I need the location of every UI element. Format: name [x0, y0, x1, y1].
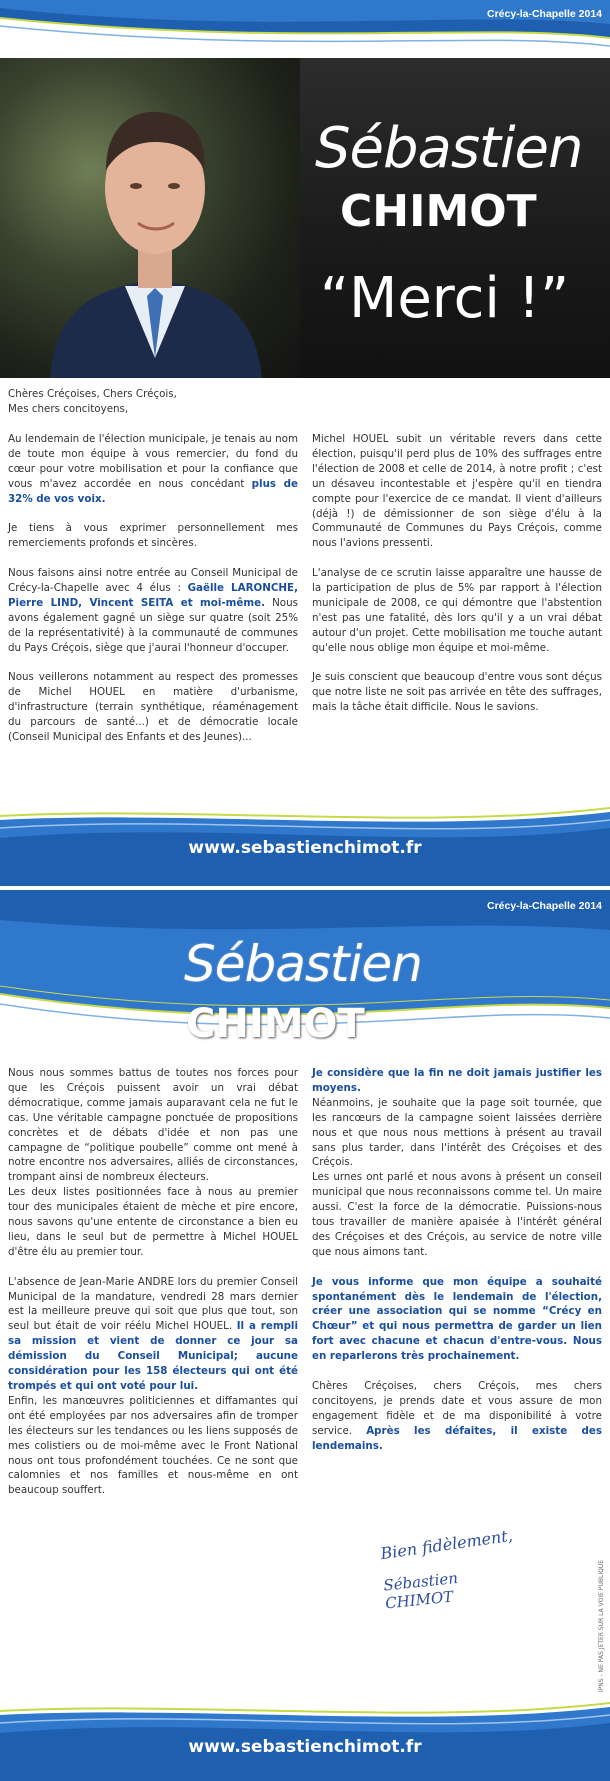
page1-right-column — [312, 432, 602, 730]
greeting-block — [8, 387, 298, 417]
highlight-text: plus de 32% de vos voix. — [8, 477, 298, 505]
hero-photo-area — [0, 58, 610, 378]
candidate-first-name: Sébastien — [315, 116, 583, 181]
highlight-text: Je considère que la fin ne doit jamais justifier les moyens. — [312, 1067, 602, 1094]
place-year-label: Crécy-la-Chapelle 2014 — [487, 8, 602, 20]
paragraph: Néanmoins, je souhaite que la page soit tournée, que les rancœurs de la campagne soient laissées derrière nous et que nous nous mettions à présent au travail sans plus tarder, dans l'intérêt des Créçoises et des Créçois. — [312, 1096, 602, 1169]
paragraph: Enfin, les manœuvres politiciennes et diffamantes qui ont été employées par nos adversaires afin de tromper les électeurs sur les tendances ou les liens supposés de mes colistiers ou de moi-même avec le Front National nous ont tous profondément touchées. Ce ne sont que calomnies et nos familles et nous-même en ont beaucoup souffert. — [8, 1394, 298, 1497]
place-year-label: Crécy-la-Chapelle 2014 — [487, 900, 602, 912]
paragraph: Michel HOUEL subit un véritable revers dans cette élection, puisqu'il perd plus de 10% des suffrages entre l'élection de 2008 et celle de 2014, à notre profit ; c'est un désaveu incontestable et j'espère qu'il en tiendra compte pour l'exercice de ce mandat. Il vient d'ailleurs (déjà !) de démissionner de son siège d'élu à la Communauté de Communes du Pays Créçois, comme nous l'avions pressenti. — [312, 433, 602, 550]
page1-left-column — [8, 432, 298, 760]
signature-line-2: Sébastien CHIMOT — [382, 1568, 459, 1613]
candidate-first-name: Sébastien — [184, 935, 422, 993]
paragraph: Les deux listes positionnées face à nous au premier tour des municipales étaient de mèche et pire encore, nous savons qu'une entente de circonstance a bien eu lieu, dans le seul but de permettre à Michel HOUEL d'être élu au premier tour. — [8, 1186, 298, 1258]
paragraph: Les urnes ont parlé et nous avons à présent un conseil municipal que nous reconnaissons comme tel. Un maire aussi. C'est la force de la démocratie. Puissions-nous tous travailler de manière apaisée à l'intérêt général des Créçoises et des Créçois, au service de notre ville que nous aimons tant. — [312, 1171, 602, 1258]
paragraph — [8, 432, 298, 507]
website-url[interactable]: www.sebastienchimot.fr — [188, 1737, 422, 1757]
paragraph — [8, 1275, 298, 1394]
greeting-line-2: Mes chers concitoyens, — [8, 402, 129, 415]
paragraph-text: Nous avons également gagné un siège sur quatre (soit 25% de la représentativité) à la communauté de communes du Pays Créçois, siège que j'aurai l'honneur d'occuper. — [8, 596, 299, 654]
legal-note: IPNS - NE PAS JETER SUR LA VOIE PUBLIQUE — [598, 1560, 605, 1693]
signature-line-1: Bien fidèlement, — [379, 1525, 514, 1564]
top-banner — [0, 0, 610, 58]
paragraph: Nous veillerons notamment au respect des promesses de Michel HOUEL en matière d'urbanisme, d'infrastructure (terrain synthétique, réaménagement du parcours de santé...) et de démocratie locale (Conseil Municipal des Enfants et des Jeunes)... — [8, 671, 298, 744]
paragraph-text: Nous faisons ainsi notre entrée au Conseil Municipal de Crécy-la-Chapelle avec 4 élus : — [8, 567, 298, 595]
candidate-last-name: CHIMOT — [340, 186, 537, 237]
greeting-line-1: Chères Créçoises, Chers Créçois, — [8, 388, 177, 400]
paragraph-text: L'absence de Jean-Marie ANDRE lors du premier Conseil Municipal de la mandature, vendredi 28 mars dernier est la meilleure preuve qui soit que plus que tout, son seul but était de voir réélu Michel HOUEL. — [8, 1275, 298, 1333]
paragraph — [312, 1379, 602, 1454]
paragraph-text: Au lendemain de l'élection municipale, je tenais au nom de toute mon équipe à vous remercier, du fond du cœur pour votre mobilisation et pour la confiance que vous m'avez accordée en nous concédant — [8, 433, 298, 490]
page2-footer-band — [0, 1695, 610, 1781]
highlight-text: Il a rempli sa mission et vient de donner ce jour sa démission du Conseil Municipal; aucune considération pour les 158 électeurs qui ont été trompés et qui ont voté pour lui. — [8, 1320, 298, 1393]
website-url[interactable]: www.sebastienchimot.fr — [188, 838, 422, 858]
page2-left-column — [8, 1066, 298, 1513]
headline-merci: “Merci !” — [320, 266, 570, 331]
highlight-text: Gaëlle LARONCHE, Pierre LIND, Vincent SEITA et moi-même. — [8, 582, 298, 609]
page2-right-column — [312, 1066, 602, 1468]
highlight-text: Après les défaites, il existe des lendemains. — [312, 1424, 602, 1452]
paragraph: L'analyse de ce scrutin laisse apparaître une hausse de la participation de plus de 5% par rapport à l'élection municipale de 2008, ce qui démontre que l'abstention n'est pas une fatalité, dès lors qu'il y a un vrai débat autour d'un projet. Cette mobilisation me touche autant qu'elle nous oblige mon équipe et moi-même. — [312, 567, 602, 654]
paragraph: Je tiens à vous exprimer personnellement mes remerciements profonds et sincères. — [8, 522, 298, 550]
paragraph: Nous nous sommes battus de toutes nos forces pour que les Créçois puissent avoir un vrai débat démocratique, comme jamais auparavant cela ne fut le cas. Une véritable campagne ponctuée de propositions concrètes et de débats d'idée et non pas une campagne de “politique poubelle” comme ont mené à notre encontre nos adversaires, alliés de circonstances, trompant ainsi de nombreux électeurs. — [8, 1067, 298, 1184]
candidate-last-name: CHIMOT — [186, 1001, 365, 1047]
page1-footer-band — [0, 800, 610, 886]
candidate-portrait-image — [40, 58, 270, 378]
highlight-text: Je vous informe que mon équipe a souhaité spontanément dès le lendemain de l'élection, créer une association qui se nomme “Crécy en Chœur” et qui nous permettra de garder un lien fort avec chacune et chacun d'entre-vous. Nous en reparlerons très prochainement. — [312, 1275, 602, 1363]
paragraph: Je suis conscient que beaucoup d'entre vous sont déçus que notre liste ne soit pas arrivée en tête des suffrages, mais la tâche était difficile. Nous le savions. — [312, 671, 602, 714]
handwritten-signature — [360, 1525, 530, 1613]
paragraph-text: Chères Créçoises, chers Créçois, mes chers concitoyens, je prends date et vous assure de mon engagement fidèle et de ma disponibilité à votre service. — [312, 1380, 602, 1437]
paragraph — [8, 566, 298, 655]
